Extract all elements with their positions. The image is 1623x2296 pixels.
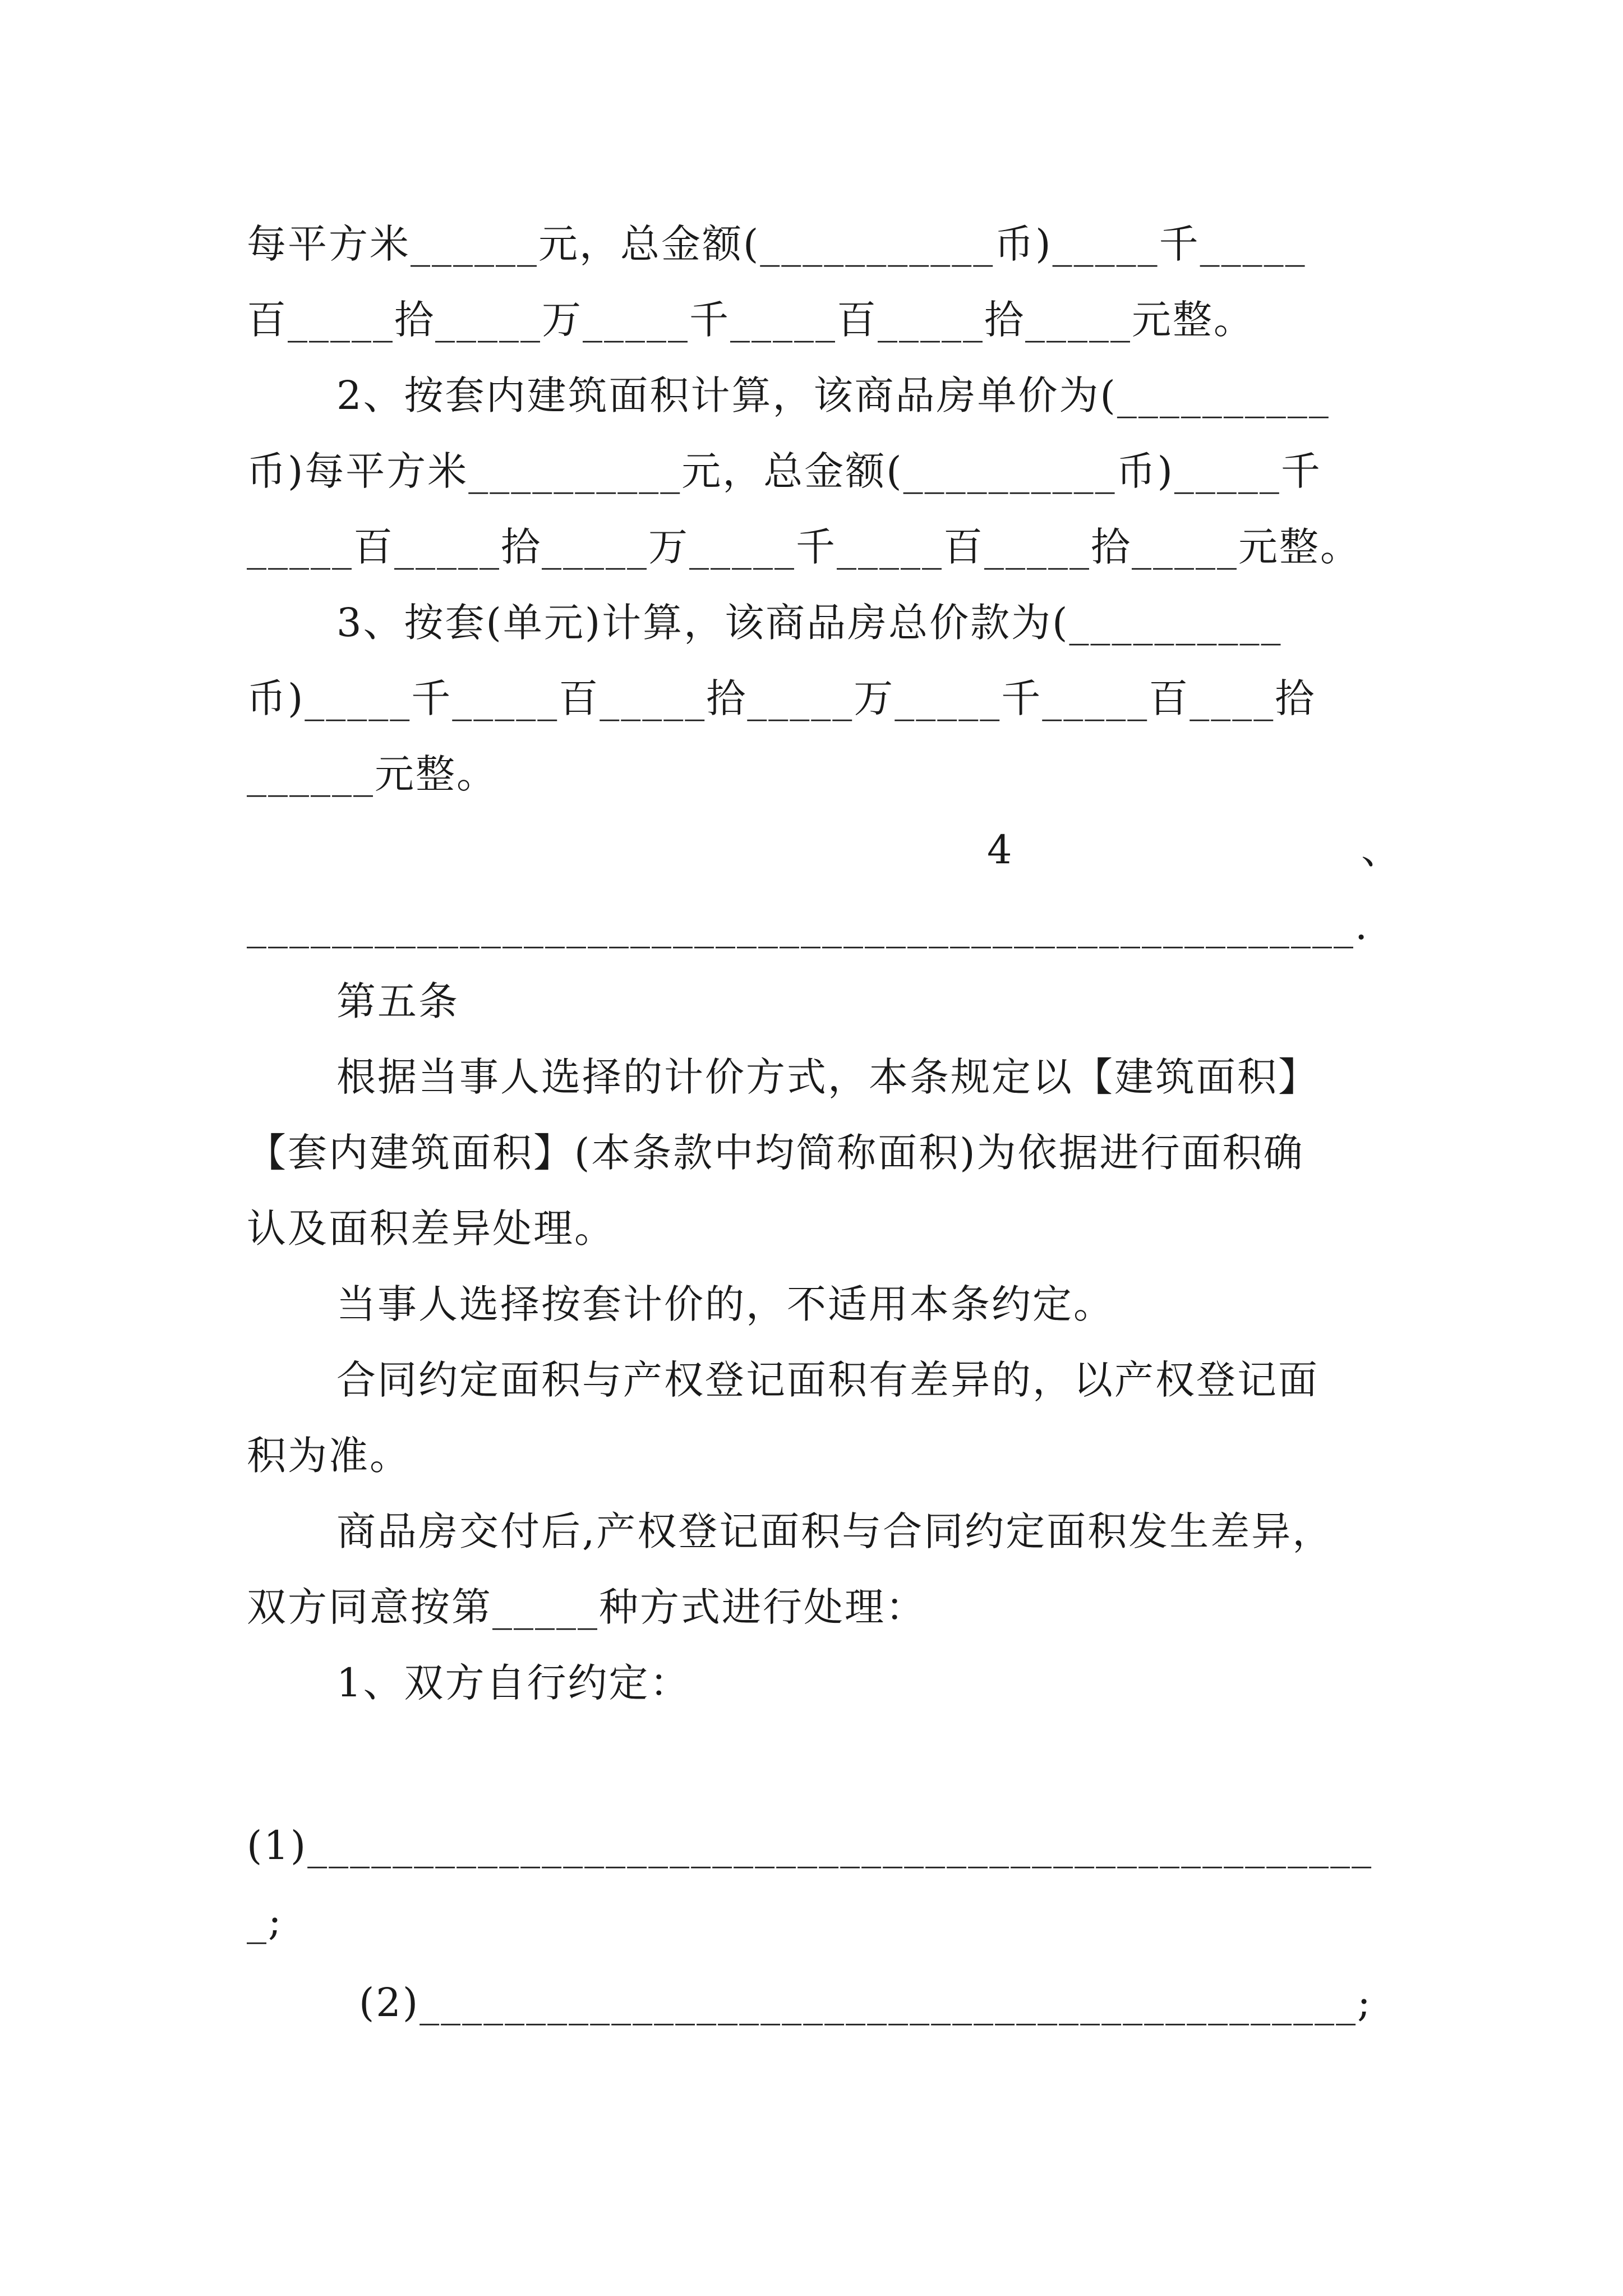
line-text: 1、双方自行约定： [336, 1660, 691, 1706]
line-text: 3、按套(单元)计算，该商品房总价款为(__________ [336, 600, 1283, 646]
text-line [247, 676, 1402, 721]
text-line [247, 1585, 1402, 1630]
line-text: 百_____拾_____万_____千_____百_____拾_____元整。 [247, 297, 1255, 343]
line-text: 当事人选择按套计价的，不适用本条约定。 [336, 1281, 1114, 1327]
line-text: (1)__________________________________________________ [247, 1823, 1373, 1869]
text-line [336, 1660, 1492, 1705]
text-line [247, 1823, 1402, 1868]
line-text: 根据当事人选择的计价方式，本条规定以【建筑面积】 [336, 1054, 1319, 1100]
line-text: _____百_____拾_____万_____千_____百_____拾_____元整。 [247, 524, 1361, 570]
line-text: 合同约定面积与产权登记面积有差异的，以产权登记面 [336, 1357, 1319, 1403]
text-line [247, 903, 1402, 948]
text-line [336, 1282, 1492, 1327]
text-line [247, 449, 1402, 494]
text-line [247, 297, 1402, 342]
text-line [336, 1055, 1492, 1099]
text-line [247, 752, 1402, 797]
text-line [336, 1509, 1492, 1554]
line-text: 每平方米______元，总金额(___________币)_____千_____ [247, 221, 1307, 267]
text-line [359, 1980, 1402, 2025]
line-text: 认及面积差异处理。 [247, 1205, 615, 1251]
text-line [247, 1899, 1402, 1944]
text-line [987, 827, 1402, 872]
line-text: 2、按套内建筑面积计算，该商品房单价为(__________ [336, 372, 1330, 418]
enumeration-comma: 、 [1361, 827, 1402, 873]
text-line [336, 600, 1492, 645]
line-text: _; [247, 1898, 283, 1944]
text-line [336, 1358, 1492, 1402]
text-line [247, 1130, 1402, 1175]
section-heading [336, 979, 1492, 1024]
line-text: 双方同意按第_____种方式进行处理： [247, 1584, 926, 1630]
line-text: ______元整。 [247, 751, 497, 797]
text-line [247, 222, 1402, 266]
line-text: 第五条 [336, 978, 459, 1024]
line-text: (2)____________________________________________; [359, 1980, 1372, 2026]
item-number: 4 [987, 827, 1014, 873]
line-text: ____________________________________________________. [247, 903, 1370, 949]
text-line [247, 524, 1402, 569]
line-text: 币)每平方米__________元，总金额(__________币)_____千 [247, 448, 1322, 494]
text-line [336, 373, 1492, 418]
line-text: 币)_____千_____百_____拾_____万_____千_____百____拾 [247, 675, 1316, 721]
line-text: 【套内建筑面积】(本条款中均简称面积)为依据进行面积确 [247, 1130, 1304, 1176]
text-line [247, 1206, 1402, 1251]
text-line [247, 1433, 1402, 1478]
line-text: 商品房交付后,产权登记面积与合同约定面积发生差异， [336, 1508, 1334, 1554]
line-text: 积为准。 [247, 1433, 411, 1479]
